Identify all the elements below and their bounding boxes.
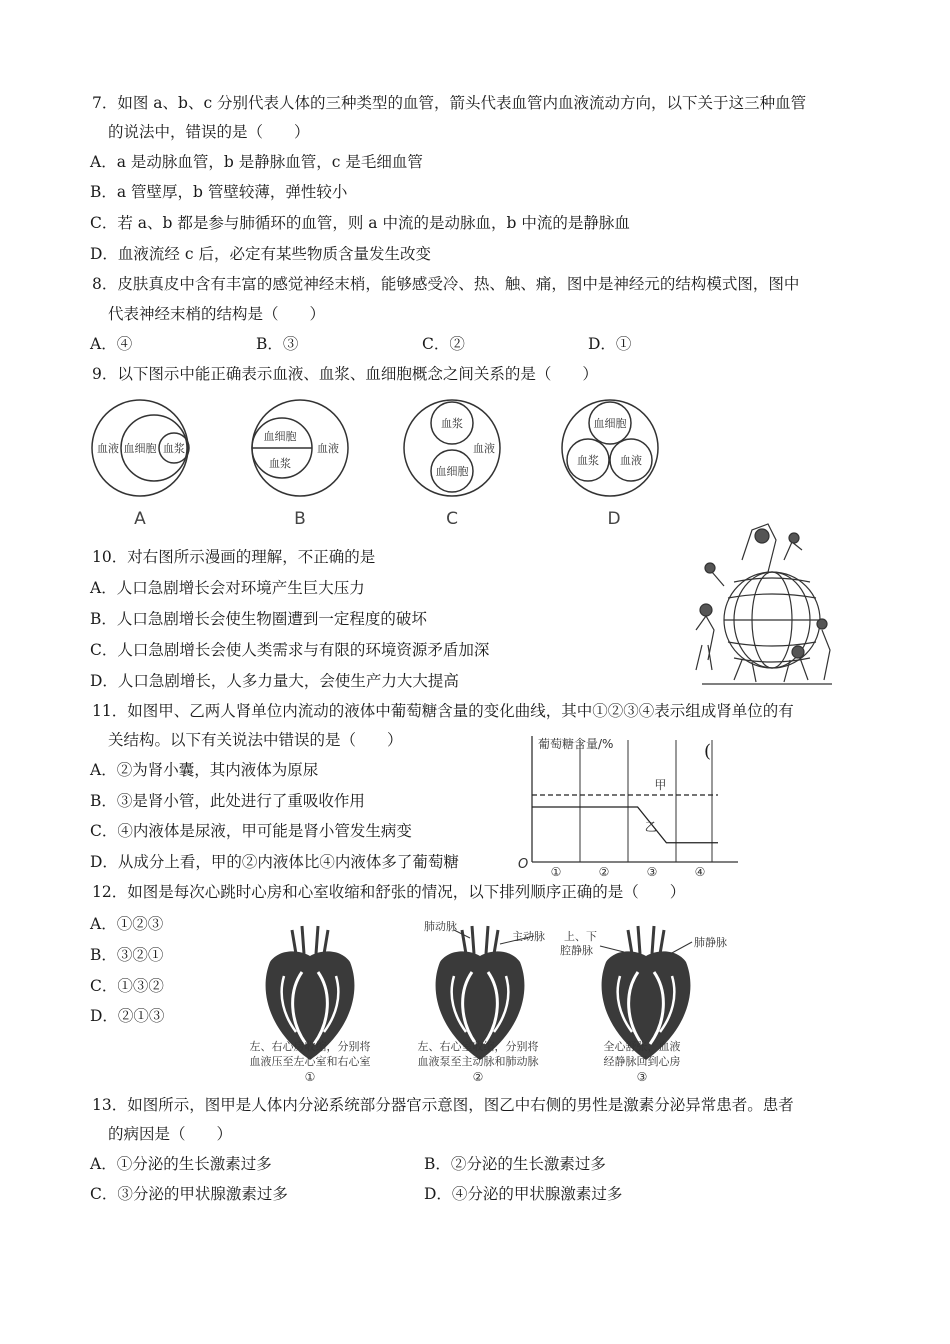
q11-stem-cont: 关结构。以下有关说法中错误的是（ ） [108, 731, 403, 749]
q11-stray-mark: ( [704, 741, 712, 762]
caption-1-line-1: 左、右心房收缩，分别将 [249, 1040, 371, 1053]
q9-b-label-right: 血液 [317, 442, 339, 455]
q8-option-d[interactable]: D．① [588, 335, 632, 353]
caption-3-number: ③ [636, 1070, 648, 1084]
q9-d-label-top: 血细胞 [593, 417, 627, 430]
series-line-乙 [532, 807, 718, 843]
x-tick-label: ② [598, 865, 610, 879]
q13-option-b[interactable]: B．②分泌的生长激素过多 [424, 1155, 606, 1173]
q7-option-c[interactable]: C．若 a、b 都是参与肺循环的血管，则 a 中流的是动脉血，b 中流的是静脉血 [90, 214, 630, 232]
q9-letter-a[interactable]: A [134, 509, 146, 529]
q8-stem-cont: 代表神经末梢的结构是（ ） [108, 305, 326, 323]
q8-option-c[interactable]: C．② [422, 335, 465, 353]
caption-3-line-2: 经静脉回到心房 [603, 1055, 681, 1068]
q12-option-d[interactable]: D．②①③ [90, 1007, 165, 1025]
q7-stem: 7．如图 a、b、c 分别代表人体的三种类型的血管，箭头代表血管内血液流动方向，以下关于这三种血管 [92, 94, 807, 112]
q12-option-b[interactable]: B．③②① [90, 946, 164, 964]
q9-letter-d[interactable]: D [607, 509, 621, 529]
series-label-乙: 乙 [644, 819, 657, 834]
q10-stem: 10．对右图所示漫画的理解，不正确的是 [92, 548, 376, 566]
q9-a-label-outer: 血液 [97, 442, 119, 455]
q7-option-a[interactable]: A．a 是动脉血管，b 是静脉血管，c 是毛细血管 [90, 153, 423, 171]
q11-glucose-chart [508, 730, 748, 880]
q9-d-outer-circle [562, 400, 658, 496]
q9-stem: 9．以下图示中能正确表示血液、血浆、血细胞概念之间关系的是（ ） [92, 365, 598, 383]
label-vena-cava-1: 上、下 [564, 930, 597, 943]
caption-2-line-2: 血液泵至主动脉和肺动脉 [417, 1055, 539, 1068]
label-pulmonary-vein: 肺静脉 [694, 936, 727, 949]
q10-option-b[interactable]: B．人口急剧增长会使生物圈遭到一定程度的破坏 [90, 610, 427, 628]
caption-1-line-2: 血液压至左心室和右心室 [249, 1055, 371, 1068]
caption-2-line-1: 左、右心室收缩，分别将 [417, 1040, 539, 1053]
q8-option-a[interactable]: A．④ [90, 335, 133, 353]
q7-stem-cont: 的说法中，错误的是（ ） [108, 123, 310, 141]
x-tick-label: ① [550, 865, 562, 879]
q10-option-c[interactable]: C．人口急剧增长会使人类需求与有限的环境资源矛盾加深 [90, 641, 490, 659]
q12-option-c[interactable]: C．①③② [90, 977, 164, 995]
q9-b-label-top: 血细胞 [263, 430, 297, 443]
q13-option-c[interactable]: C．③分泌的甲状腺激素过多 [90, 1185, 288, 1203]
q10-population-cartoon [672, 520, 840, 690]
origin-label: O [518, 857, 529, 872]
q12-stem: 12．如图是每次心跳时心房和心室收缩和舒张的情况，以下排列顺序正确的是（ ） [92, 883, 686, 901]
q10-option-d[interactable]: D．人口急剧增长，人多力量大，会使生产力大大提高 [90, 672, 459, 690]
q9-letter-c[interactable]: C [446, 509, 458, 529]
q9-letter-b[interactable]: B [294, 509, 306, 529]
q11-option-d[interactable]: D．从成分上看，甲的②内液体比④内液体多了葡萄糖 [90, 853, 459, 871]
q8-stem: 8．皮肤真皮中含有丰富的感觉神经末梢，能够感受冷、热、触、痛，图中是神经元的结构模式图，图中 [92, 275, 800, 293]
q9-c-label-right: 血液 [473, 442, 495, 455]
q9-c-label-bottom: 血细胞 [435, 465, 469, 478]
series-label-甲: 甲 [654, 778, 667, 792]
q13-stem-cont: 的病因是（ ） [108, 1125, 233, 1143]
q9-a-label-middle: 血细胞 [123, 442, 157, 455]
caption-3-line-1: 全心舒张，血液 [603, 1040, 681, 1053]
q9-d-label-right: 血液 [620, 454, 642, 467]
q9-c-label-top: 血浆 [441, 417, 463, 430]
q10-option-a[interactable]: A．人口急剧增长会对环境产生巨大压力 [90, 579, 365, 597]
q13-option-a[interactable]: A．①分泌的生长激素过多 [90, 1155, 272, 1173]
y-axis-label: 葡萄糖含量/% [538, 737, 614, 751]
q9-venn-figures [88, 392, 678, 532]
x-tick-label: ④ [694, 865, 706, 879]
q7-option-d[interactable]: D．血液流经 c 后，必定有某些物质含量发生改变 [90, 245, 431, 263]
q9-a-label-inner: 血浆 [163, 442, 185, 455]
q11-stem: 11．如图甲、乙两人肾单位内流动的液体中葡萄糖含量的变化曲线，其中①②③④表示组成肾单位的有 [92, 702, 794, 720]
x-tick-label: ③ [646, 865, 658, 879]
label-pulmonary-artery: 肺动脉 [424, 920, 457, 933]
label-vena-cava-2: 腔静脉 [560, 944, 593, 957]
q13-option-d[interactable]: D．④分泌的甲状腺激素过多 [424, 1185, 623, 1203]
q11-option-c[interactable]: C．④内液体是尿液，甲可能是肾小管发生病变 [90, 822, 412, 840]
q12-option-a[interactable]: A．①②③ [90, 915, 164, 933]
q9-b-label-bottom: 血浆 [269, 457, 291, 470]
caption-2-number: ② [472, 1070, 484, 1084]
q9-d-label-left: 血浆 [577, 454, 599, 467]
label-aorta: 主动脉 [512, 930, 545, 943]
caption-1-number: ① [304, 1070, 316, 1084]
q13-stem: 13．如图所示，图甲是人体内分泌系统部分器官示意图，图乙中右侧的男性是激素分泌异常患者。患者 [92, 1096, 794, 1114]
q11-option-a[interactable]: A．②为肾小囊，其内液体为原尿 [90, 761, 319, 779]
q7-option-b[interactable]: B．a 管壁厚，b 管壁较薄，弹性较小 [90, 183, 348, 201]
q12-heart-figure [228, 912, 748, 1088]
q8-option-b[interactable]: B．③ [256, 335, 299, 353]
q11-option-b[interactable]: B．③是肾小管，此处进行了重吸收作用 [90, 792, 365, 810]
